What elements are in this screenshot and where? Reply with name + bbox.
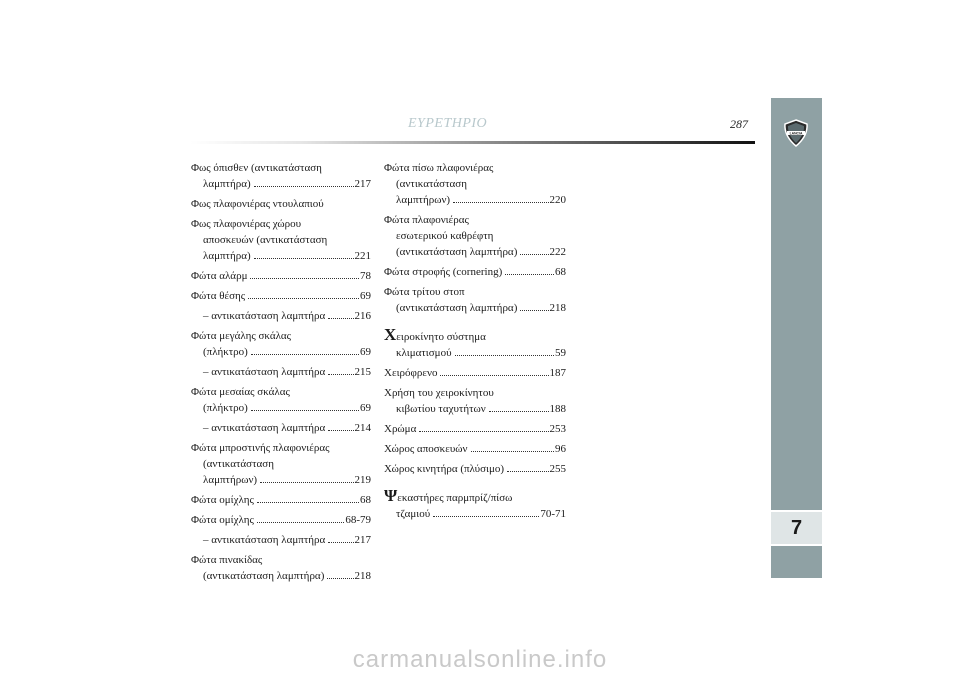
index-entry-line: [384, 401, 566, 417]
entry-text: Φώτα θέσης: [191, 290, 246, 302]
entry-page: 220: [549, 194, 566, 206]
entry-page: 68: [360, 494, 371, 506]
index-entry-line: [191, 472, 371, 488]
index-section-x: [384, 325, 566, 361]
index-entry: [384, 284, 566, 316]
entry-text: Φώτα μεγάλης σκάλας: [191, 330, 292, 342]
entry-text: αποσκευών (αντικατάσταση: [203, 234, 328, 246]
entry-text: Φώτα μπροστινής πλαφονιέρας: [191, 442, 330, 454]
index-entry-line: [191, 492, 371, 508]
header-rule: [190, 141, 755, 144]
entry-page: 215: [354, 366, 371, 378]
entry-page: 187: [549, 367, 566, 379]
index-entry: [384, 264, 566, 280]
entry-page: 218: [354, 570, 371, 582]
entry-page: 69: [360, 402, 371, 414]
index-entry: [384, 461, 566, 477]
entry-page: 222: [549, 246, 566, 258]
entry-page: 69: [360, 290, 371, 302]
index-entry-line: [384, 461, 566, 477]
index-entry-line: [191, 512, 371, 528]
index-entry-line: [191, 420, 371, 436]
entry-text: Χώρος αποσκευών: [384, 443, 468, 455]
entry-page: 217: [354, 178, 371, 190]
entry-text: (αντικατάσταση λαμπτήρα): [396, 246, 518, 258]
index-entry: [191, 552, 371, 584]
entry-text: εσωτερικού καθρέφτη: [396, 230, 494, 242]
entry-page: 216: [354, 310, 371, 322]
entry-page: 188: [549, 403, 566, 415]
section-initial: Χ: [384, 325, 397, 344]
index-entry: [384, 441, 566, 457]
index-entry-line: [191, 176, 371, 192]
entry-text: Χειρόφρενο: [384, 367, 438, 379]
entry-text: Φώτα τρίτου στοπ: [384, 286, 465, 298]
entry-text: (αντικατάσταση: [203, 458, 274, 470]
entry-text: κιβωτίου ταχυτήτων: [396, 403, 486, 415]
entry-text: Χρήση του χειροκίνητου: [384, 387, 494, 399]
entry-page: 217: [354, 534, 371, 546]
entry-text: Χώρος κινητήρα (πλύσιμο): [384, 463, 505, 475]
entry-text: ειροκίνητο σύστημα: [396, 331, 486, 343]
page-title: ΕΥΡΕΤΗΡΙΟ: [408, 116, 488, 131]
index-entry: [191, 308, 371, 324]
entry-page: 255: [549, 463, 566, 475]
entry-page: 218: [549, 302, 566, 314]
index-group-fota: [384, 160, 566, 316]
index-entry: [191, 196, 371, 212]
entry-text: Φώτα πινακίδας: [191, 554, 263, 566]
index-entry: [191, 160, 371, 192]
entry-text: (αντικατάσταση: [396, 178, 467, 190]
entry-text: Φως πλαφονιέρας ντουλαπιού: [191, 198, 324, 210]
index-entry: [191, 364, 371, 380]
index-entry: [191, 288, 371, 304]
entry-page: 78: [360, 270, 371, 282]
index-entry-line: [384, 345, 566, 361]
entry-page: 59: [555, 347, 566, 359]
entry-text: – αντικατάσταση λαμπτήρα: [203, 534, 326, 546]
index-entry: [191, 328, 371, 360]
entry-page: 70-71: [540, 508, 566, 520]
index-entry-line: [384, 300, 566, 316]
entry-text: (αντικατάσταση λαμπτήρα): [396, 302, 518, 314]
index-group-x: [384, 365, 566, 477]
entry-text: λαμπτήρα): [203, 250, 251, 262]
index-entry-line: [384, 441, 566, 457]
index-entry-line: [384, 244, 566, 260]
entry-page: 68-79: [345, 514, 371, 526]
index-entry: [384, 160, 566, 208]
entry-text: – αντικατάσταση λαμπτήρα: [203, 422, 326, 434]
chapter-side-tab: [771, 98, 822, 578]
lancia-logo-icon: [782, 119, 810, 147]
entry-text: λαμπτήρων): [396, 194, 451, 206]
index-entry: [191, 384, 371, 416]
entry-text: λαμπτήρα): [203, 178, 251, 190]
entry-text: – αντικατάσταση λαμπτήρα: [203, 366, 326, 378]
entry-text: Φώτα μεσαίας σκάλας: [191, 386, 290, 398]
entry-text: (αντικατάσταση λαμπτήρα): [203, 570, 325, 582]
entry-text: τζαμιού: [396, 508, 431, 520]
entry-page: 68: [555, 266, 566, 278]
section-initial: Ψ: [384, 486, 398, 505]
index-entry-line: [191, 344, 371, 360]
entry-page: 221: [354, 250, 371, 262]
index-entry: [191, 532, 371, 548]
entry-text: κλιματισμού: [396, 347, 452, 359]
entry-text: Φως πλαφονιέρας χώρου: [191, 218, 302, 230]
entry-text: (πλήκτρο): [203, 346, 248, 358]
index-entry-line: [191, 268, 371, 284]
index-entry: [191, 420, 371, 436]
entry-text: Φώτα ομίχλης: [191, 494, 254, 506]
index-entry-line: [384, 365, 566, 381]
index-entry-line: [191, 568, 371, 584]
entry-text: Φώτα πίσω πλαφονιέρας: [384, 162, 494, 174]
index-section-psi: [384, 486, 566, 522]
index-entry: [191, 492, 371, 508]
index-entry: [191, 440, 371, 488]
entry-text: Φως όπισθεν (αντικατάσταση: [191, 162, 322, 174]
index-column-right: [384, 160, 566, 526]
index-entry: [191, 512, 371, 528]
entry-text: Φώτα αλάρμ: [191, 270, 248, 282]
svg-text:LANCIA: LANCIA: [789, 131, 803, 136]
watermark: carmanualsonline.info: [352, 646, 608, 673]
index-entry-line: [384, 506, 566, 522]
entry-text: (πλήκτρο): [203, 402, 248, 414]
index-entry-line: [191, 364, 371, 380]
index-entry: [191, 216, 371, 264]
entry-text: Χρώμα: [384, 423, 417, 435]
entry-text: Φώτα στροφής (cornering): [384, 266, 503, 278]
index-entry-line: [384, 192, 566, 208]
index-entry-line: [191, 288, 371, 304]
index-entry: [191, 268, 371, 284]
index-entry-line: [384, 421, 566, 437]
entry-text: Φώτα ομίχλης: [191, 514, 254, 526]
index-column-left: [191, 160, 371, 588]
page-number: 287: [730, 117, 748, 131]
entry-text: Φώτα πλαφονιέρας: [384, 214, 469, 226]
index-entry-line: [191, 400, 371, 416]
index-entry: [384, 212, 566, 260]
index-entry-line: [191, 532, 371, 548]
index-entry-line: [191, 308, 371, 324]
index-entry-line: [191, 248, 371, 264]
entry-page: 253: [549, 423, 566, 435]
entry-page: 214: [354, 422, 371, 434]
entry-text: εκαστήρες παρμπρίζ/πίσω: [397, 492, 513, 504]
entry-text: λαμπτήρων): [203, 474, 258, 486]
entry-text: – αντικατάσταση λαμπτήρα: [203, 310, 326, 322]
index-entry: [384, 385, 566, 417]
entry-page: 219: [354, 474, 371, 486]
entry-page: 69: [360, 346, 371, 358]
entry-page: 96: [555, 443, 566, 455]
chapter-number: 7: [771, 510, 822, 546]
index-entry: [384, 365, 566, 381]
index-entry: [384, 421, 566, 437]
index-entry-line: [384, 264, 566, 280]
